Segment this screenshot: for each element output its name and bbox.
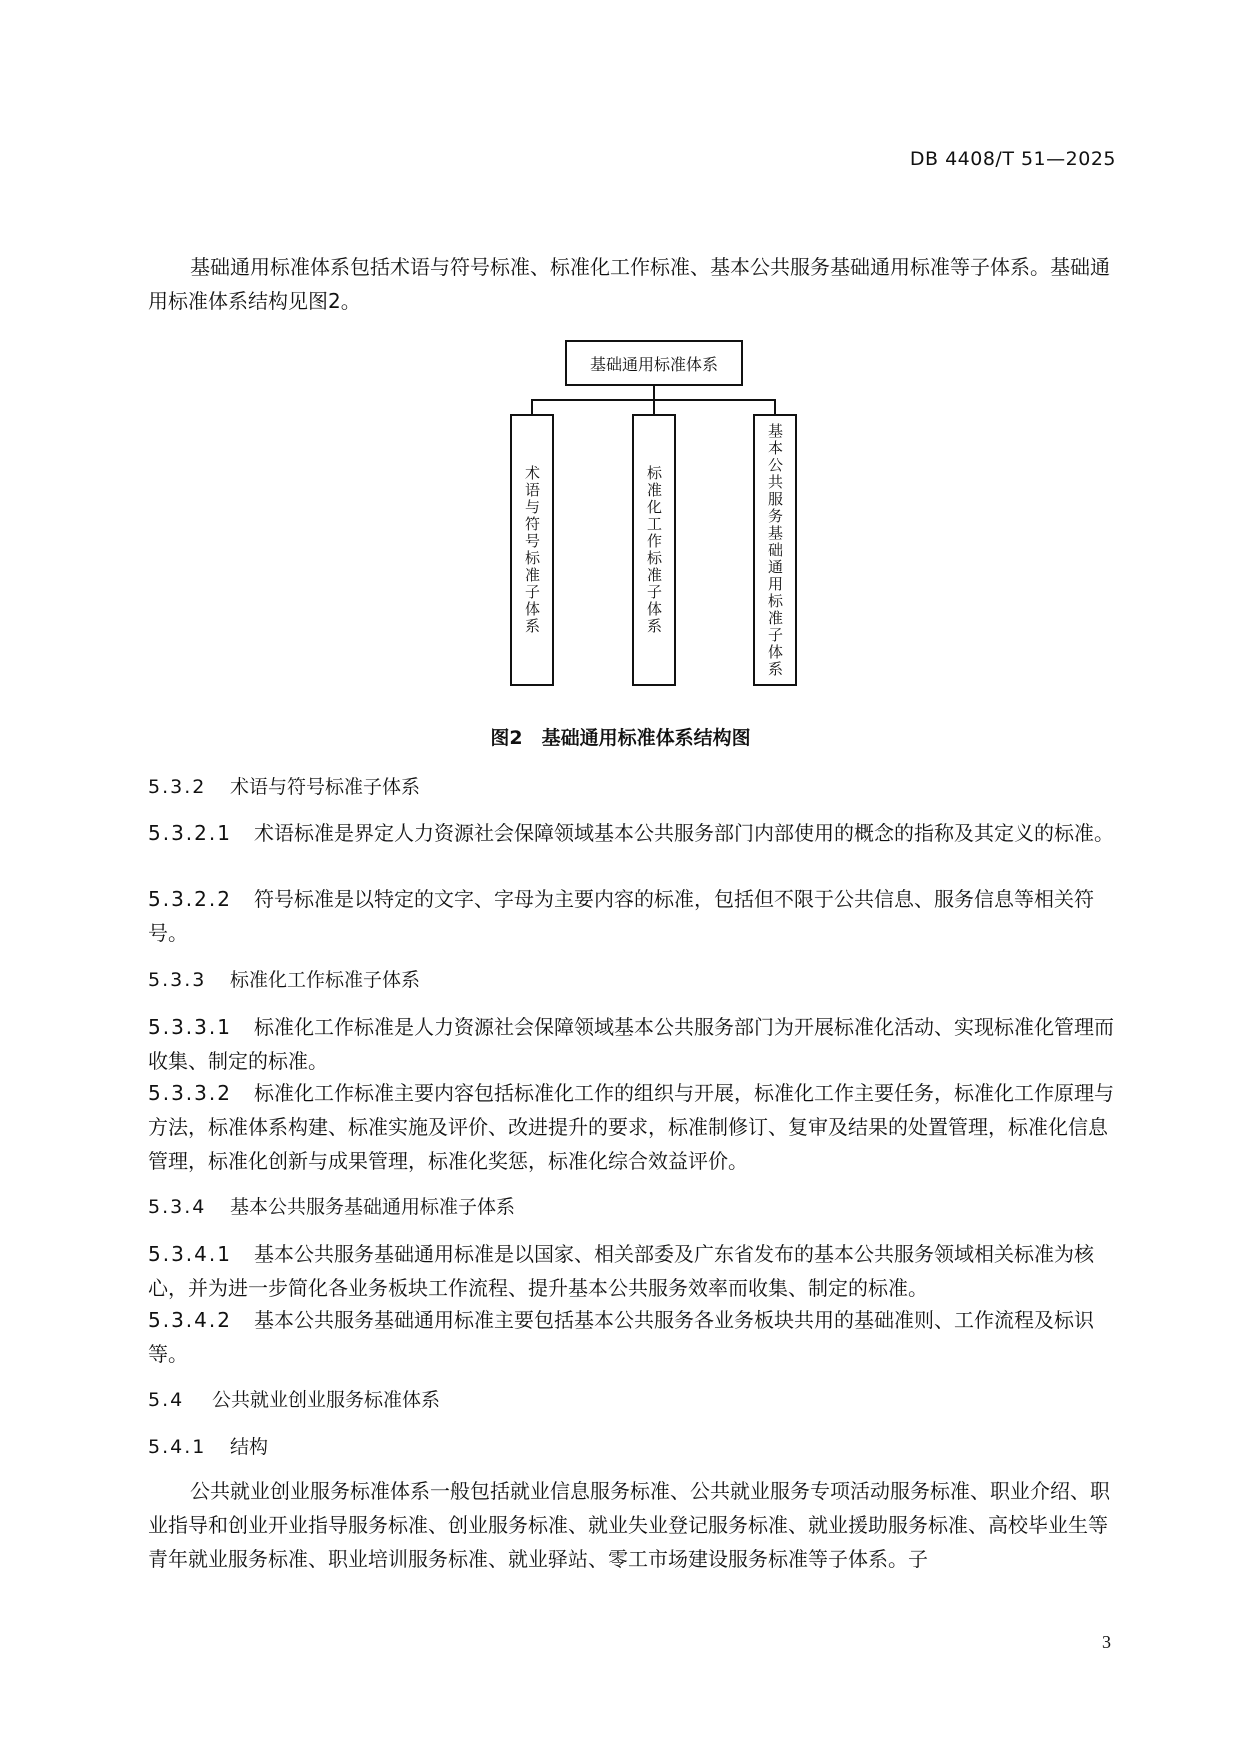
figure-caption: 图2 基础通用标准体系结构图 [490, 727, 751, 749]
clause-number: 5.3.2.2 [148, 887, 232, 911]
section-number: 5.3.2 [148, 776, 207, 798]
section-heading [148, 1192, 515, 1219]
section-title: 结构 [230, 1436, 269, 1458]
clause-text: 基本公共服务基础通用标准主要包括基本公共服务各业务板块共用的基础准则、工作流程及标识等。 [148, 1308, 1094, 1366]
section-number: 5.4 [148, 1389, 185, 1411]
clause-number: 5.3.2.1 [148, 821, 232, 845]
clause-paragraph [148, 1076, 1118, 1178]
clause-number: 5.3.3.1 [148, 1015, 232, 1039]
clause-text: 术语标准是界定人力资源社会保障领域基本公共服务部门内部使用的概念的指称及其定义的标准。 [253, 821, 1114, 845]
clause-text: 标准化工作标准是人力资源社会保障领域基本公共服务部门为开展标准化活动、实现标准化管理而收集、制定的标准。 [148, 1015, 1114, 1073]
intro-paragraph: 基础通用标准体系包括术语与符号标准、标准化工作标准、基本公共服务基础通用标准等子体系。基础通用标准体系结构见图2。 [148, 255, 1110, 313]
document-id: DB 4408/T 51—2025 [909, 148, 1116, 170]
clause-number: 5.3.3.2 [148, 1081, 232, 1105]
clause-paragraph [148, 1303, 1118, 1371]
clause-text: 符号标准是以特定的文字、字母为主要内容的标准，包括但不限于公共信息、服务信息等相关符号。 [148, 887, 1094, 945]
section-title: 公共就业创业服务标准体系 [212, 1389, 441, 1411]
section-heading [148, 965, 420, 992]
clause-number: 5.3.4.2 [148, 1308, 232, 1332]
section-title: 基本公共服务基础通用标准子体系 [230, 1196, 516, 1218]
section-title: 标准化工作标准子体系 [230, 969, 421, 991]
body-paragraph: 公共就业创业服务标准体系一般包括就业信息服务标准、公共就业服务专项活动服务标准、职业介绍、职业指导和创业开业指导服务标准、创业服务标准、就业失业登记服务标准、就业援助服务标准、高校毕业生等青年就业服务标准、职业培训服务标准、就业驿站、零工市场建设服务标准等子体系。子 [148, 1479, 1110, 1571]
clause-paragraph [148, 882, 1118, 950]
clause-paragraph [148, 816, 1118, 850]
structure-diagram [0, 340, 1241, 690]
clause-paragraph [148, 1237, 1118, 1305]
diagram-child-box [510, 414, 554, 686]
section-heading [148, 1432, 268, 1459]
connector-line [531, 399, 533, 414]
connector-line [653, 386, 655, 400]
diagram-child-label: 标准化工作标准子体系 [645, 465, 663, 635]
clause-text: 标准化工作标准主要内容包括标准化工作的组织与开展，标准化工作主要任务，标准化工作原理与方法，标准体系构建、标准实施及评价、改进提升的要求，标准制修订、复审及结果的处置管理，标准化信息管理，标准化创新与成果管理，标准化奖惩，标准化综合效益评价。 [148, 1081, 1114, 1173]
clause-text: 基本公共服务基础通用标准是以国家、相关部委及广东省发布的基本公共服务领域相关标准为核心，并为进一步简化各业务板块工作流程、提升基本公共服务效率而收集、制定的标准。 [148, 1242, 1094, 1300]
section-number: 5.4.1 [148, 1436, 207, 1458]
section-number: 5.3.3 [148, 969, 207, 991]
diagram-root-box: 基础通用标准体系 [565, 340, 743, 386]
section-heading [148, 772, 420, 799]
section-number: 5.3.4 [148, 1196, 207, 1218]
diagram-child-box [753, 414, 797, 686]
diagram-child-label: 术语与符号标准子体系 [523, 465, 541, 635]
diagram-child-box [632, 414, 676, 686]
section-heading [148, 1385, 440, 1412]
clause-paragraph [148, 1010, 1118, 1078]
clause-number: 5.3.4.1 [148, 1242, 232, 1266]
connector-line [653, 399, 655, 414]
connector-line [774, 399, 776, 414]
section-title: 术语与符号标准子体系 [230, 776, 421, 798]
diagram-child-label: 基本公共服务基础通用标准子体系 [766, 422, 784, 678]
page-number: 3 [1102, 1632, 1111, 1652]
